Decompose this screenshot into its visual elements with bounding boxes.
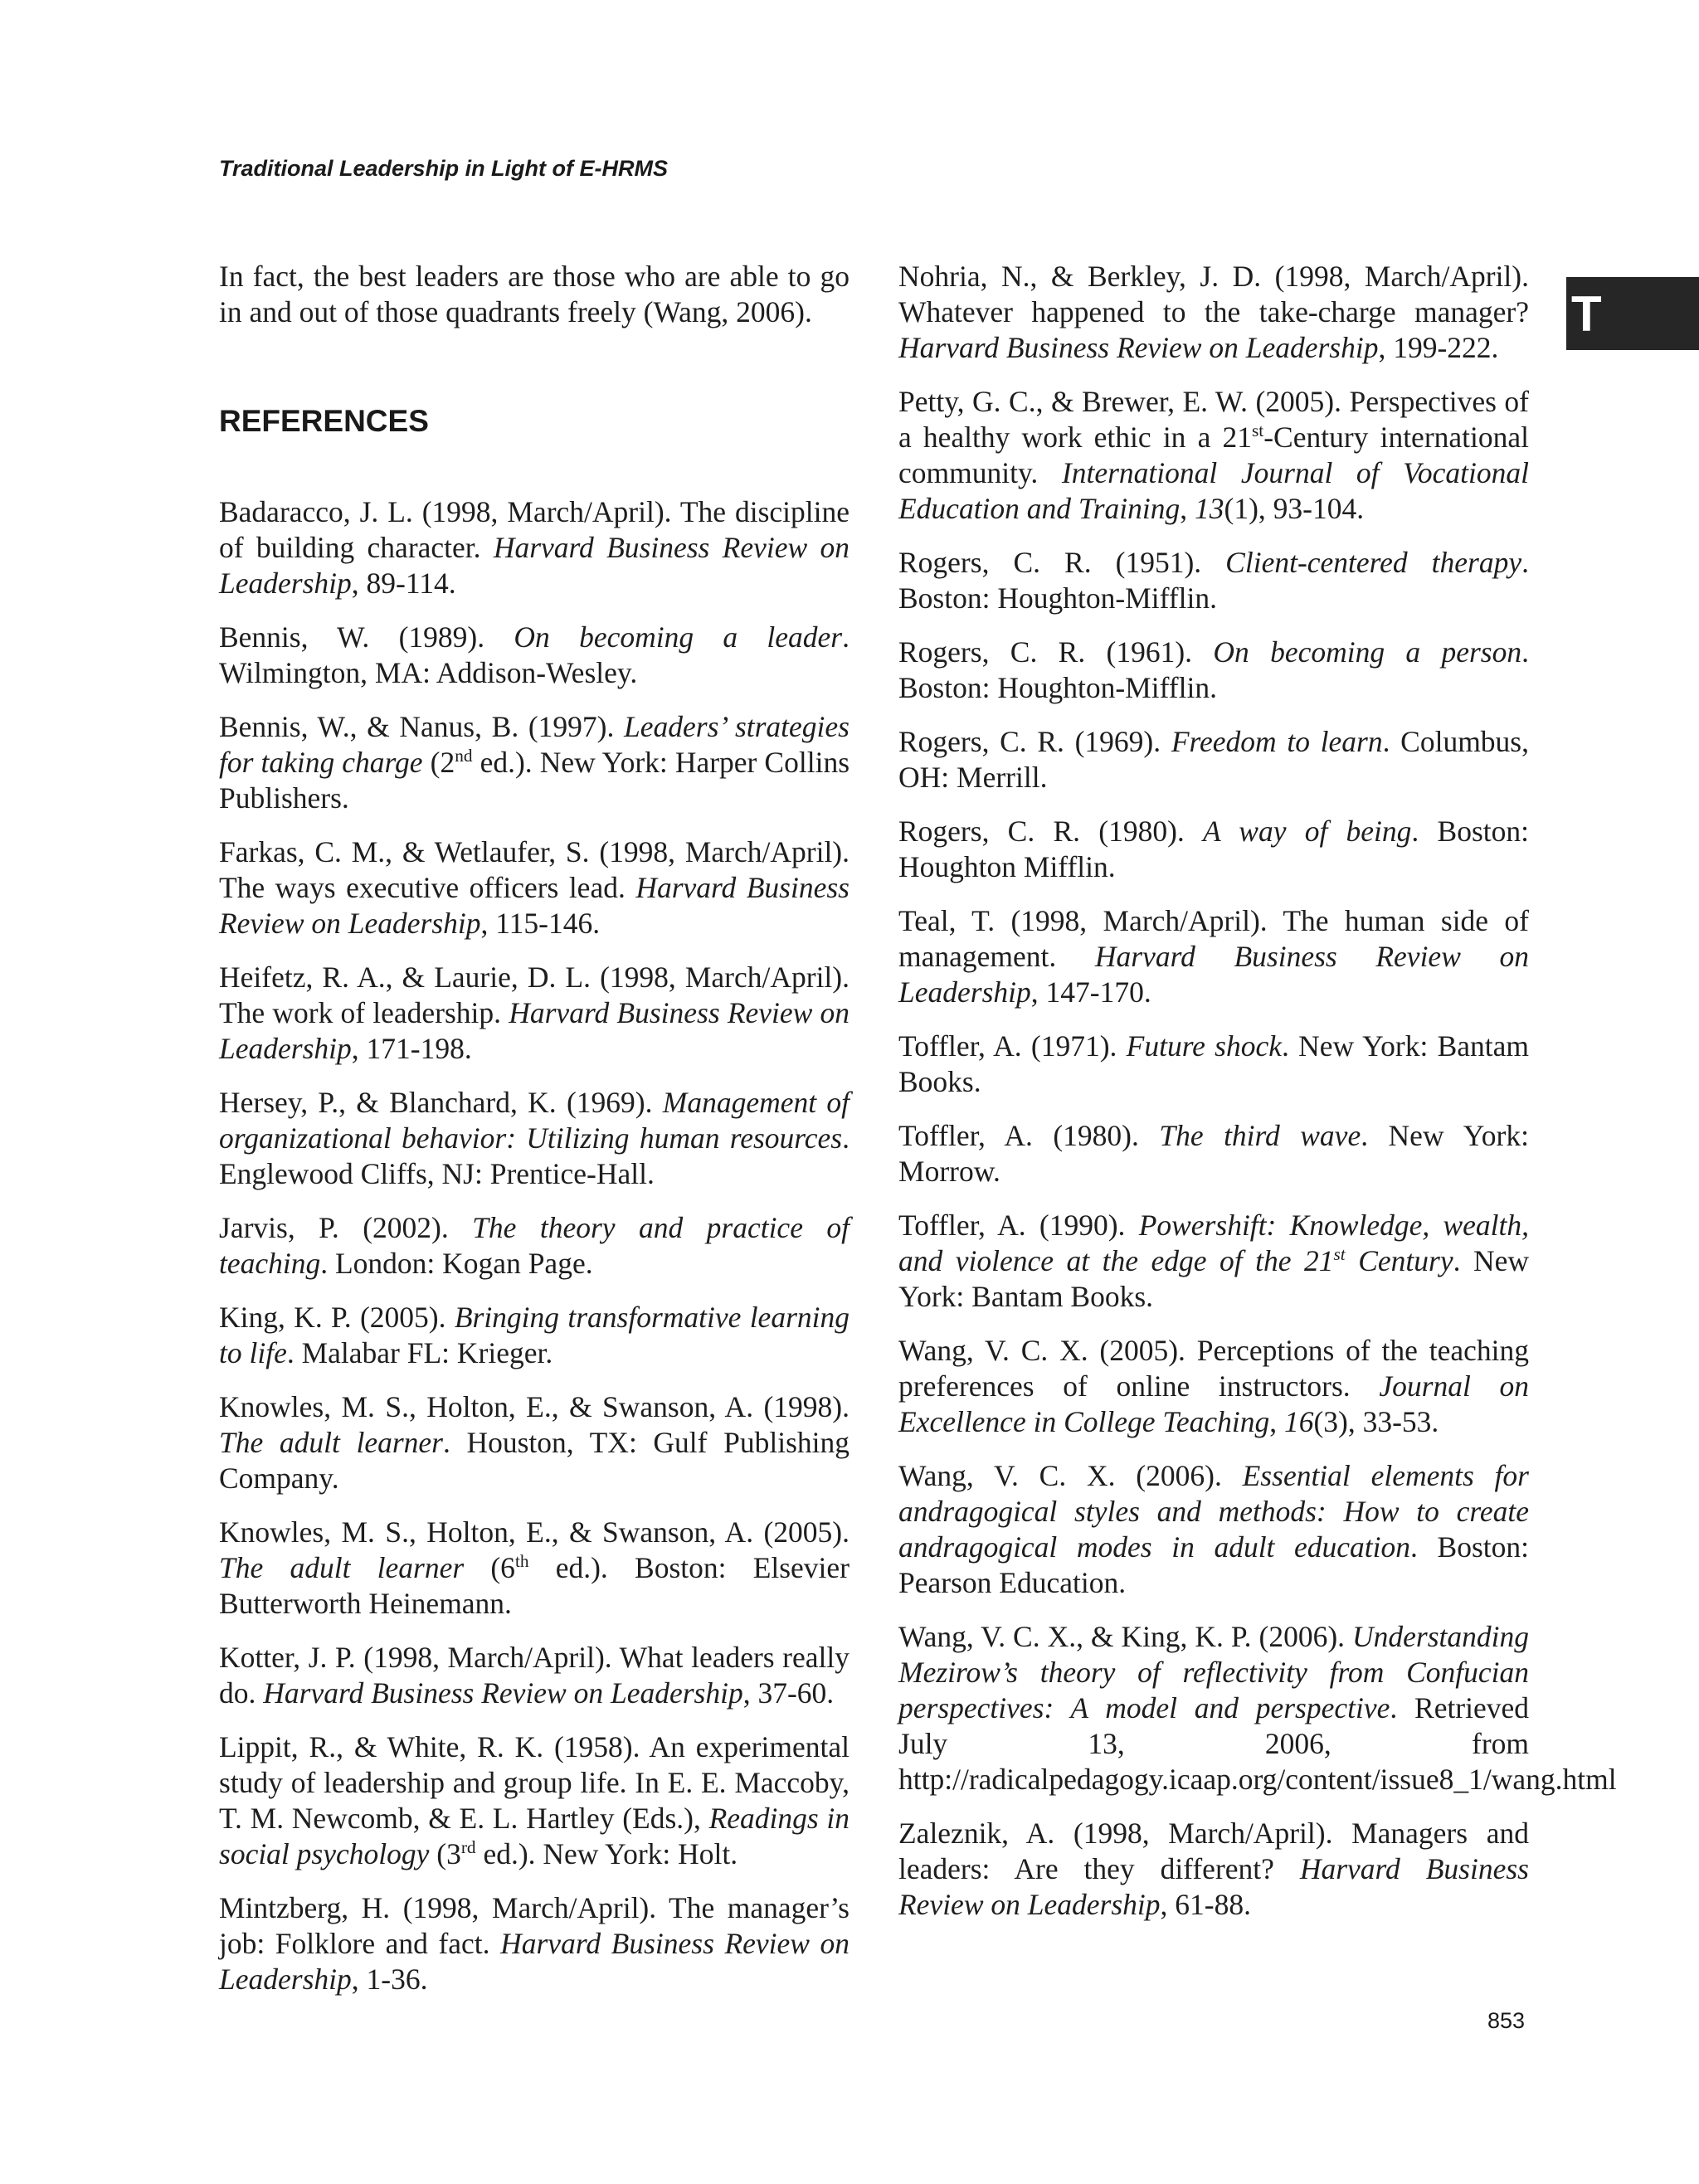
reference-text-run: . Columbus, OH: Merrill. — [898, 725, 1529, 794]
reference-text-run: 13 — [1195, 492, 1224, 525]
reference-entry — [898, 1208, 1529, 1315]
reference-text-run: . Boston: Houghton-Mifflin. — [898, 635, 1529, 704]
reference-text-run: . London: Kogan Page. — [320, 1247, 593, 1280]
reference-text-run: Client-centered therapy — [1225, 546, 1522, 579]
reference-text-run: Jarvis, P. (2002). — [219, 1211, 473, 1244]
references-list-left — [219, 494, 850, 1997]
reference-text-run: Freedom to learn — [1171, 725, 1383, 758]
reference-text-run: A way of being — [1203, 815, 1412, 848]
reference-text-run: Badaracco, J. L. (1998, March/April). The discipline of building character. — [219, 495, 850, 564]
reference-entry — [898, 545, 1529, 616]
reference-text-run: King, K. P. (2005). — [219, 1301, 455, 1334]
page-number: 853 — [1487, 2008, 1526, 2033]
reference-entry — [219, 1890, 850, 1997]
reference-entry — [219, 620, 850, 691]
reference-text-run: Farkas, C. M., & Wetlaufer, S. (1998, March/April). The ways executive officers lead. — [219, 835, 850, 904]
reference-text-run: , — [1269, 1405, 1284, 1438]
reference-text-run: International Journal of Vocational Education and Training — [898, 456, 1529, 525]
reference-text-run: Powershift: Knowledge, wealth, and violence at the edge of the 21 — [898, 1209, 1529, 1277]
reference-text-run: The adult learner — [219, 1426, 443, 1459]
reference-text-run: . New York: Morrow. — [898, 1119, 1529, 1188]
reference-text-run: , 171-198. — [351, 1032, 472, 1065]
reference-text-run: The third wave — [1159, 1119, 1361, 1152]
reference-text-run: (3), 33-53. — [1313, 1405, 1439, 1438]
reference-text-run: Harvard Business Review on Leadership — [263, 1676, 743, 1710]
section-tab-letter: T — [1571, 285, 1602, 342]
reference-text-run: Bennis, W. (1989). — [219, 620, 514, 654]
reference-text-run: Harvard Business Review on Leadership — [898, 940, 1530, 1009]
reference-entry — [219, 1729, 850, 1872]
reference-entry — [898, 814, 1529, 885]
reference-text-run: (2 — [422, 746, 455, 779]
reference-text-run: . New York: Bantam Books. — [898, 1244, 1530, 1313]
reference-text-run: , 37-60. — [742, 1676, 835, 1710]
reference-text-run: . Houston, TX: Gulf Publishing Company. — [219, 1426, 850, 1495]
reference-text-run: Readings in social psychology — [219, 1802, 850, 1870]
reference-text-run: . Boston: Pearson Education. — [898, 1530, 1529, 1599]
reference-text-run: -Century international community. — [898, 421, 1529, 489]
reference-text-run: Toffler, A. (1980). — [898, 1119, 1160, 1152]
reference-text-run: The theory and practice of teaching — [219, 1211, 850, 1280]
reference-text-run: (6 — [464, 1551, 515, 1584]
reference-text-run: Harvard Business Review on Leadership — [898, 331, 1379, 364]
reference-text-run: Harvard Business Review on Leadership — [219, 871, 850, 940]
reference-text-run: . Boston: Houghton-Mifflin. — [898, 546, 1529, 615]
reference-text-run: , 61-88. — [1160, 1888, 1251, 1921]
reference-text-run: Future shock — [1126, 1029, 1283, 1063]
reference-entry — [219, 709, 850, 816]
references-heading: REFERENCES — [219, 404, 429, 438]
reference-text-run: Heifetz, R. A., & Laurie, D. L. (1998, March/April). The work of leadership. — [219, 961, 850, 1029]
reference-text-run: Teal, T. (1998, March/April). The human side of management. — [898, 904, 1529, 973]
reference-text-run: Knowles, M. S., Holton, E., & Swanson, A. (1998). — [219, 1390, 850, 1423]
reference-text-run: , 147-170. — [1030, 975, 1151, 1009]
reference-text-run: th — [514, 1551, 529, 1572]
reference-text-run: ed.). Boston: Elsevier Butterworth Heinemann. — [219, 1551, 850, 1620]
reference-entry — [898, 1458, 1529, 1601]
reference-text-run: , 199-222. — [1378, 331, 1499, 364]
reference-text-run: (3 — [429, 1837, 461, 1870]
reference-text-run: Kotter, J. P. (1998, March/April). What leaders really do. — [219, 1641, 850, 1710]
reference-text-run: Management of organizational behavior: Utilizing human resources — [219, 1086, 850, 1155]
reference-text-run: Zaleznik, A. (1998, March/April). Managers and leaders: Are they different? — [898, 1817, 1529, 1885]
reference-text-run: Nohria, N., & Berkley, J. D. (1998, March/April). Whatever happened to the take-charge manager? — [898, 260, 1529, 328]
reference-text-run: Bringing transformative learning to life — [219, 1301, 850, 1369]
reference-entry — [219, 960, 850, 1067]
intro-paragraph: In fact, the best leaders are those who are able to go in and out of those quadrants freely (Wang, 2006). — [219, 260, 850, 328]
section-tab — [1566, 277, 1699, 350]
reference-text-run: (1), 93-104. — [1224, 492, 1365, 525]
reference-text-run: Lippit, R., & White, R. K. (1958). An experimental study of leadership and group life. In E. E. Maccoby, T. M. Newcomb, & E. L. Hartley (Eds.), — [219, 1730, 850, 1835]
reference-text-run: Bennis, W., & Nanus, B. (1997). — [219, 710, 625, 743]
reference-entry — [898, 1816, 1529, 1923]
reference-text-run: . Malabar FL: Krieger. — [286, 1336, 553, 1369]
reference-text-run: Essential elements for andragogical styles and methods: How to create andragogical modes in adult education — [898, 1459, 1529, 1564]
reference-text-run: . Retrieved July 13, 2006, from http://radicalpedagogy.icaap.org/content/issue8_1/wang.html — [898, 1691, 1617, 1796]
left-column — [219, 259, 850, 2016]
reference-text-run: Mintzberg, H. (1998, March/April). The manager’s job: Folklore and fact. — [219, 1891, 850, 1960]
reference-entry — [898, 1029, 1529, 1100]
reference-text-run: st — [1333, 1244, 1346, 1265]
reference-text-run: Wang, V. C. X., & King, K. P. (2006). — [898, 1620, 1352, 1653]
reference-text-run: On becoming a person — [1213, 635, 1522, 669]
reference-text-run: Wang, V. C. X. (2005). Perceptions of the teaching preferences of online instructors. — [898, 1334, 1529, 1403]
reference-text-run: nd — [455, 746, 473, 766]
reference-text-run: On becoming a leader — [514, 620, 843, 654]
reference-text-run: Rogers, C. R. (1969). — [898, 725, 1171, 758]
references-list-right — [898, 259, 1617, 1923]
reference-text-run: , 115-146. — [480, 907, 601, 940]
reference-text-run: Toffler, A. (1971). — [898, 1029, 1127, 1063]
reference-text-run: . Wilmington, MA: Addison-Wesley. — [219, 620, 850, 689]
reference-text-run: . Boston: Houghton Mifflin. — [898, 815, 1529, 883]
reference-entry — [898, 724, 1529, 795]
reference-text-run: Rogers, C. R. (1961). — [898, 635, 1214, 669]
reference-text-run: Wang, V. C. X. (2006). — [898, 1459, 1243, 1492]
reference-text-run: . New York: Bantam Books. — [898, 1029, 1529, 1098]
reference-entry — [898, 1333, 1529, 1440]
reference-text-run: Harvard Business Review on Leadership — [219, 1927, 850, 1996]
reference-entry — [219, 1085, 850, 1192]
reference-text-run: Rogers, C. R. (1951). — [898, 546, 1226, 579]
reference-entry — [898, 1619, 1617, 1797]
reference-entry — [898, 384, 1529, 527]
reference-text-run: , 1-36. — [351, 1963, 428, 1996]
reference-text-run: Harvard Business Review on Leadership — [898, 1852, 1529, 1921]
reference-text-run: st — [1252, 421, 1264, 441]
reference-text-run: Journal on Excellence in College Teaching — [898, 1369, 1529, 1438]
reference-text-run: The adult learner — [219, 1551, 465, 1584]
reference-text-run: ed.). New York: Holt. — [475, 1837, 738, 1870]
reference-text-run: Harvard Business Review on Leadership — [219, 531, 850, 600]
reference-entry — [219, 1640, 850, 1711]
reference-entry — [219, 1300, 850, 1371]
reference-text-run: , 89-114. — [351, 567, 456, 600]
right-column — [898, 259, 1617, 1941]
reference-entry — [219, 494, 850, 601]
reference-text-run: Century — [1345, 1244, 1453, 1277]
reference-text-run: Leaders’ strategies for taking charge — [219, 710, 850, 779]
reference-text-run: Rogers, C. R. (1980). — [898, 815, 1203, 848]
reference-text-run: Toffler, A. (1990). — [898, 1209, 1139, 1242]
reference-text-run: Knowles, M. S., Holton, E., & Swanson, A. (2005). — [219, 1515, 850, 1549]
reference-entry — [219, 1515, 850, 1622]
reference-entry — [219, 834, 850, 941]
reference-entry — [219, 1389, 850, 1496]
reference-text-run: Understanding Mezirow’s theory of reflectivity from Confucian perspectives: A model and perspective — [898, 1620, 1529, 1724]
reference-text-run: Hersey, P., & Blanchard, K. (1969). — [219, 1086, 663, 1119]
reference-entry — [898, 903, 1529, 1010]
reference-entry — [898, 1118, 1529, 1189]
reference-text-run: Petty, G. C., & Brewer, E. W. (2005). Perspectives of a healthy work ethic in a 21 — [898, 385, 1529, 454]
reference-entry — [898, 259, 1529, 366]
reference-text-run: . Englewood Cliffs, NJ: Prentice-Hall. — [219, 1121, 850, 1190]
reference-entry — [219, 1210, 850, 1282]
reference-text-run: rd — [460, 1837, 476, 1858]
reference-text-run: 16 — [1283, 1405, 1314, 1438]
reference-text-run: ed.). New York: Harper Collins Publishers. — [219, 746, 850, 815]
reference-text-run: , — [1180, 492, 1195, 525]
running-header: Traditional Leadership in Light of E-HRMS — [219, 156, 669, 181]
reference-entry — [898, 635, 1529, 706]
reference-text-run: Harvard Business Review on Leadership — [219, 996, 850, 1065]
